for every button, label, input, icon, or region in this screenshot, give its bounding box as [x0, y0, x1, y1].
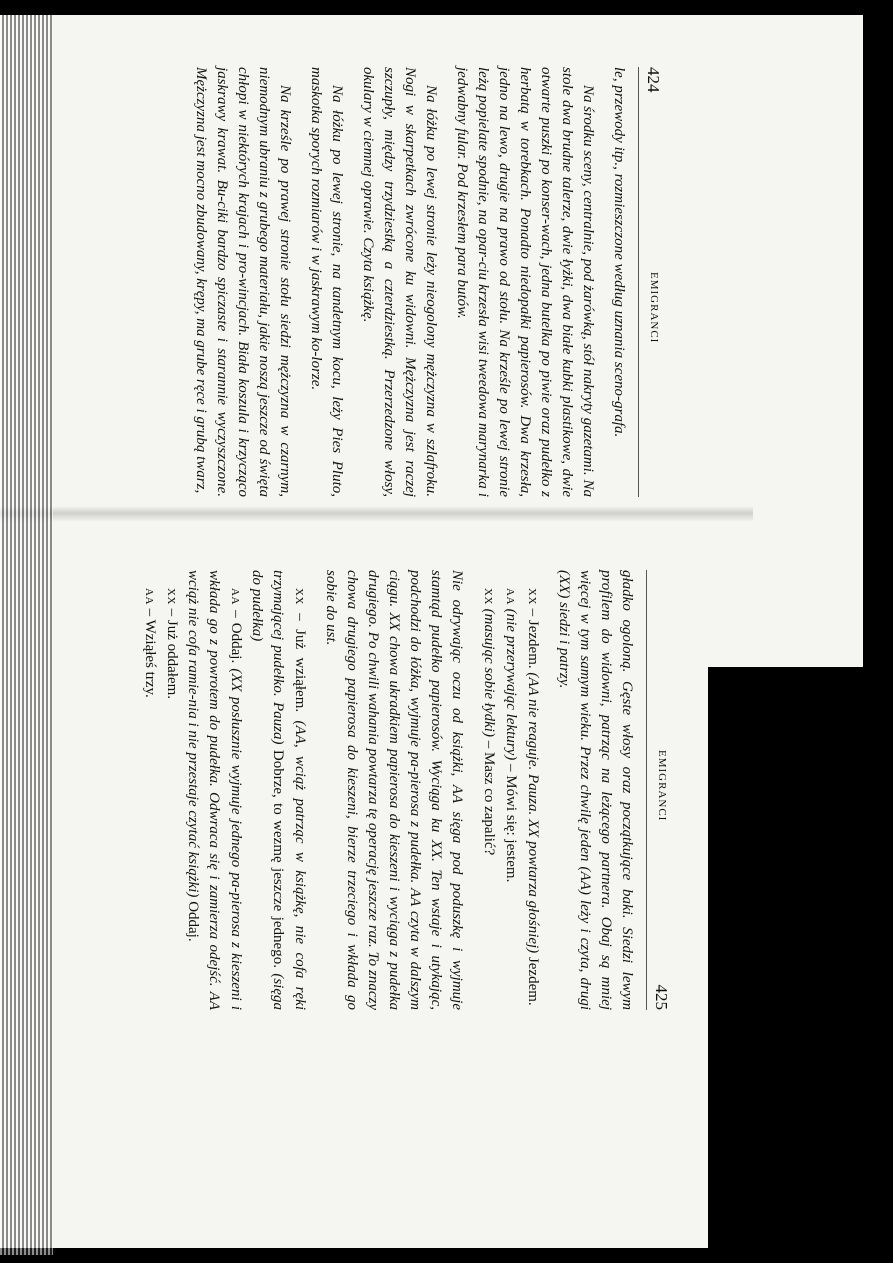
paragraph: Na łóżku po lewej stronie leży nieogolony mężczyzna w szlafroku. Nogi w skarpetkach zwrócone ku widowni. Mężczyzna jest raczej szczupły, między trzydziestką a czterdziestką. Przerzedzone włosy, okulary w ciemnej oprawie. Czyta książkę. [360, 67, 439, 497]
speaker: AA [229, 588, 241, 605]
page-number: 425 [652, 984, 671, 1010]
dialogue-line: AA – Wziąłeś trzy. [142, 588, 158, 698]
stage-direction: (masując sobie łydki) [481, 608, 497, 737]
paragraph: Na środku sceny, centralnie, pod żarówką, stół nakryty gazetami. Na stole dwa brudne talerze, dwie łyżki, dwa białe kubki plastikowe, dwie otwarte puszki po konser-wach, jedna butelka po piwie oraz pudełko z herbatą w torebkach. Ponadto niedopałki papierosów. Dwa krzesła, jedno na lewo, drugie na prawo od stołu. Na krześle po lewej stronie leżą popielate spodnie, na opar-ciu krzesła wisi tweedowa marynarka i jedwabny fular. Pod krzesłem para butów. [454, 67, 596, 497]
page-edges [0, 15, 53, 1255]
paragraph: gładko ogoloną. Gęste włosy oraz początkujące baki. Siedzi lewym profilem do widowni, patrząc na leżącego partnera. Obaj są mniej więcej w tym samym wieku. Przez chwilę jeden (AA) leży i czyta, drugi (XX) siedzi i patrzy. [556, 570, 635, 1010]
stage-direction: (AA nie reaguje. Pauza. XX powtarza głośniej) [525, 672, 541, 954]
stage-direction: (sięga do pudełka) [249, 570, 286, 1011]
speaker: XX [526, 588, 538, 605]
dialogue-line: AA – Oddaj. (XX posłusznie wyjmuje jednego pa-pierosa z kieszeni i wkłada go z powrotem do pudełka. Odwraca się i zamierza odejść. AA wciąż nie cofa ramie-nia i nie przestaje czytać książki) Oddaj. [185, 570, 244, 1010]
paragraph: Na łóżku po lewej stronie, na tandetnym kocu, leży Pies Pluto, maskotka sporych rozmiarów i w jaskrawym ko-lorze. [308, 67, 345, 497]
speaker: XX [165, 588, 177, 605]
paragraph: le, przewody itp., rozmieszczone według uznania sceno-grafa. [611, 67, 627, 438]
speaker: XX [482, 588, 494, 605]
page-number: 424 [644, 67, 663, 93]
dialogue-line: XX – Już oddałem. [164, 588, 180, 700]
paragraph: Nie odrywając oczu od książki, AA sięga pod poduszkę i wyjmuje stamtąd pudełko papierosów. Wyciąga ku XX. Ten wstaje i utykając, podchodzi do łóżka, wyjmuje pa-pierosa z pudełka. AA czyta w dalszym ciągu. XX chowa ukradkiem papierosa do kieszeni i wyciąga z pudełka drugiego. Po chwili wahania powtarza tę operację jeszcze raz. To znaczy chowa drugiego papierosa do kieszeni, bierze trzeciego i wkłada go sobie do ust. [323, 570, 465, 1010]
speaker: AA [504, 588, 516, 605]
dialogue-line: XX – Już wziąłem. (AA, wciąż patrząc w książkę, nie cofa ręki trzymającej pudełko. Pauza) Dobrze, to wezmę jeszcze jednego. (sięga do pudełka) [249, 570, 308, 1011]
header-rule [646, 570, 647, 1010]
right-page-header [649, 570, 671, 1010]
stage-direction: (AA, wciąż patrząc w książkę, nie cofa ręki trzymającej pudełko. Pauza) [270, 570, 308, 1010]
dialogue-line: AA (nie przerywając lektury) – Mówi się: jestem. [503, 588, 519, 883]
stage-direction: (XX posłusznie wyjmuje jednego pa-pierosa z kieszeni i wkłada go z powrotem do pudełka. Odwraca się i zamierza odejść. AA wciąż nie cofa ramie-nia i nie przestaje czytać książki) [185, 570, 244, 1010]
right-page-body [138, 570, 637, 1010]
book-gutter [0, 506, 753, 522]
header-rule [638, 67, 639, 497]
speaker: AA [143, 588, 155, 605]
running-header: EMIGRANCI [656, 750, 668, 822]
stage-direction: (nie przerywając lektury) [503, 608, 519, 761]
paragraph: Na krześle po prawej stronie stołu siedzi mężczyzna w czarnym, niemodnym ubraniu z grubego materiału, jakie noszą jeszcze od święta chłopi w niektórych krajach i pro-wincjach. Biała koszula i krzycząco jaskrawy krawat. Bu-ciki bardzo spiczaste i starannie wyczyszczone. Mężczyzna jest mocno zbudowany, krępy, ma grube ręce i grubą twarz, [193, 67, 293, 497]
running-header: EMIGRANCI [648, 272, 660, 344]
dialogue-line: XX – Jezdem. (AA nie reaguje. Pauza. XX powtarza głośniej) Jezdem. [525, 588, 541, 1006]
dialogue-line: XX (masując sobie łydki) – Masz co zapalić? [481, 588, 497, 856]
left-page-header [641, 67, 663, 497]
speaker: XX [293, 588, 305, 605]
left-page [63, 67, 663, 497]
right-page [71, 570, 671, 1010]
left-page-body [190, 67, 629, 497]
